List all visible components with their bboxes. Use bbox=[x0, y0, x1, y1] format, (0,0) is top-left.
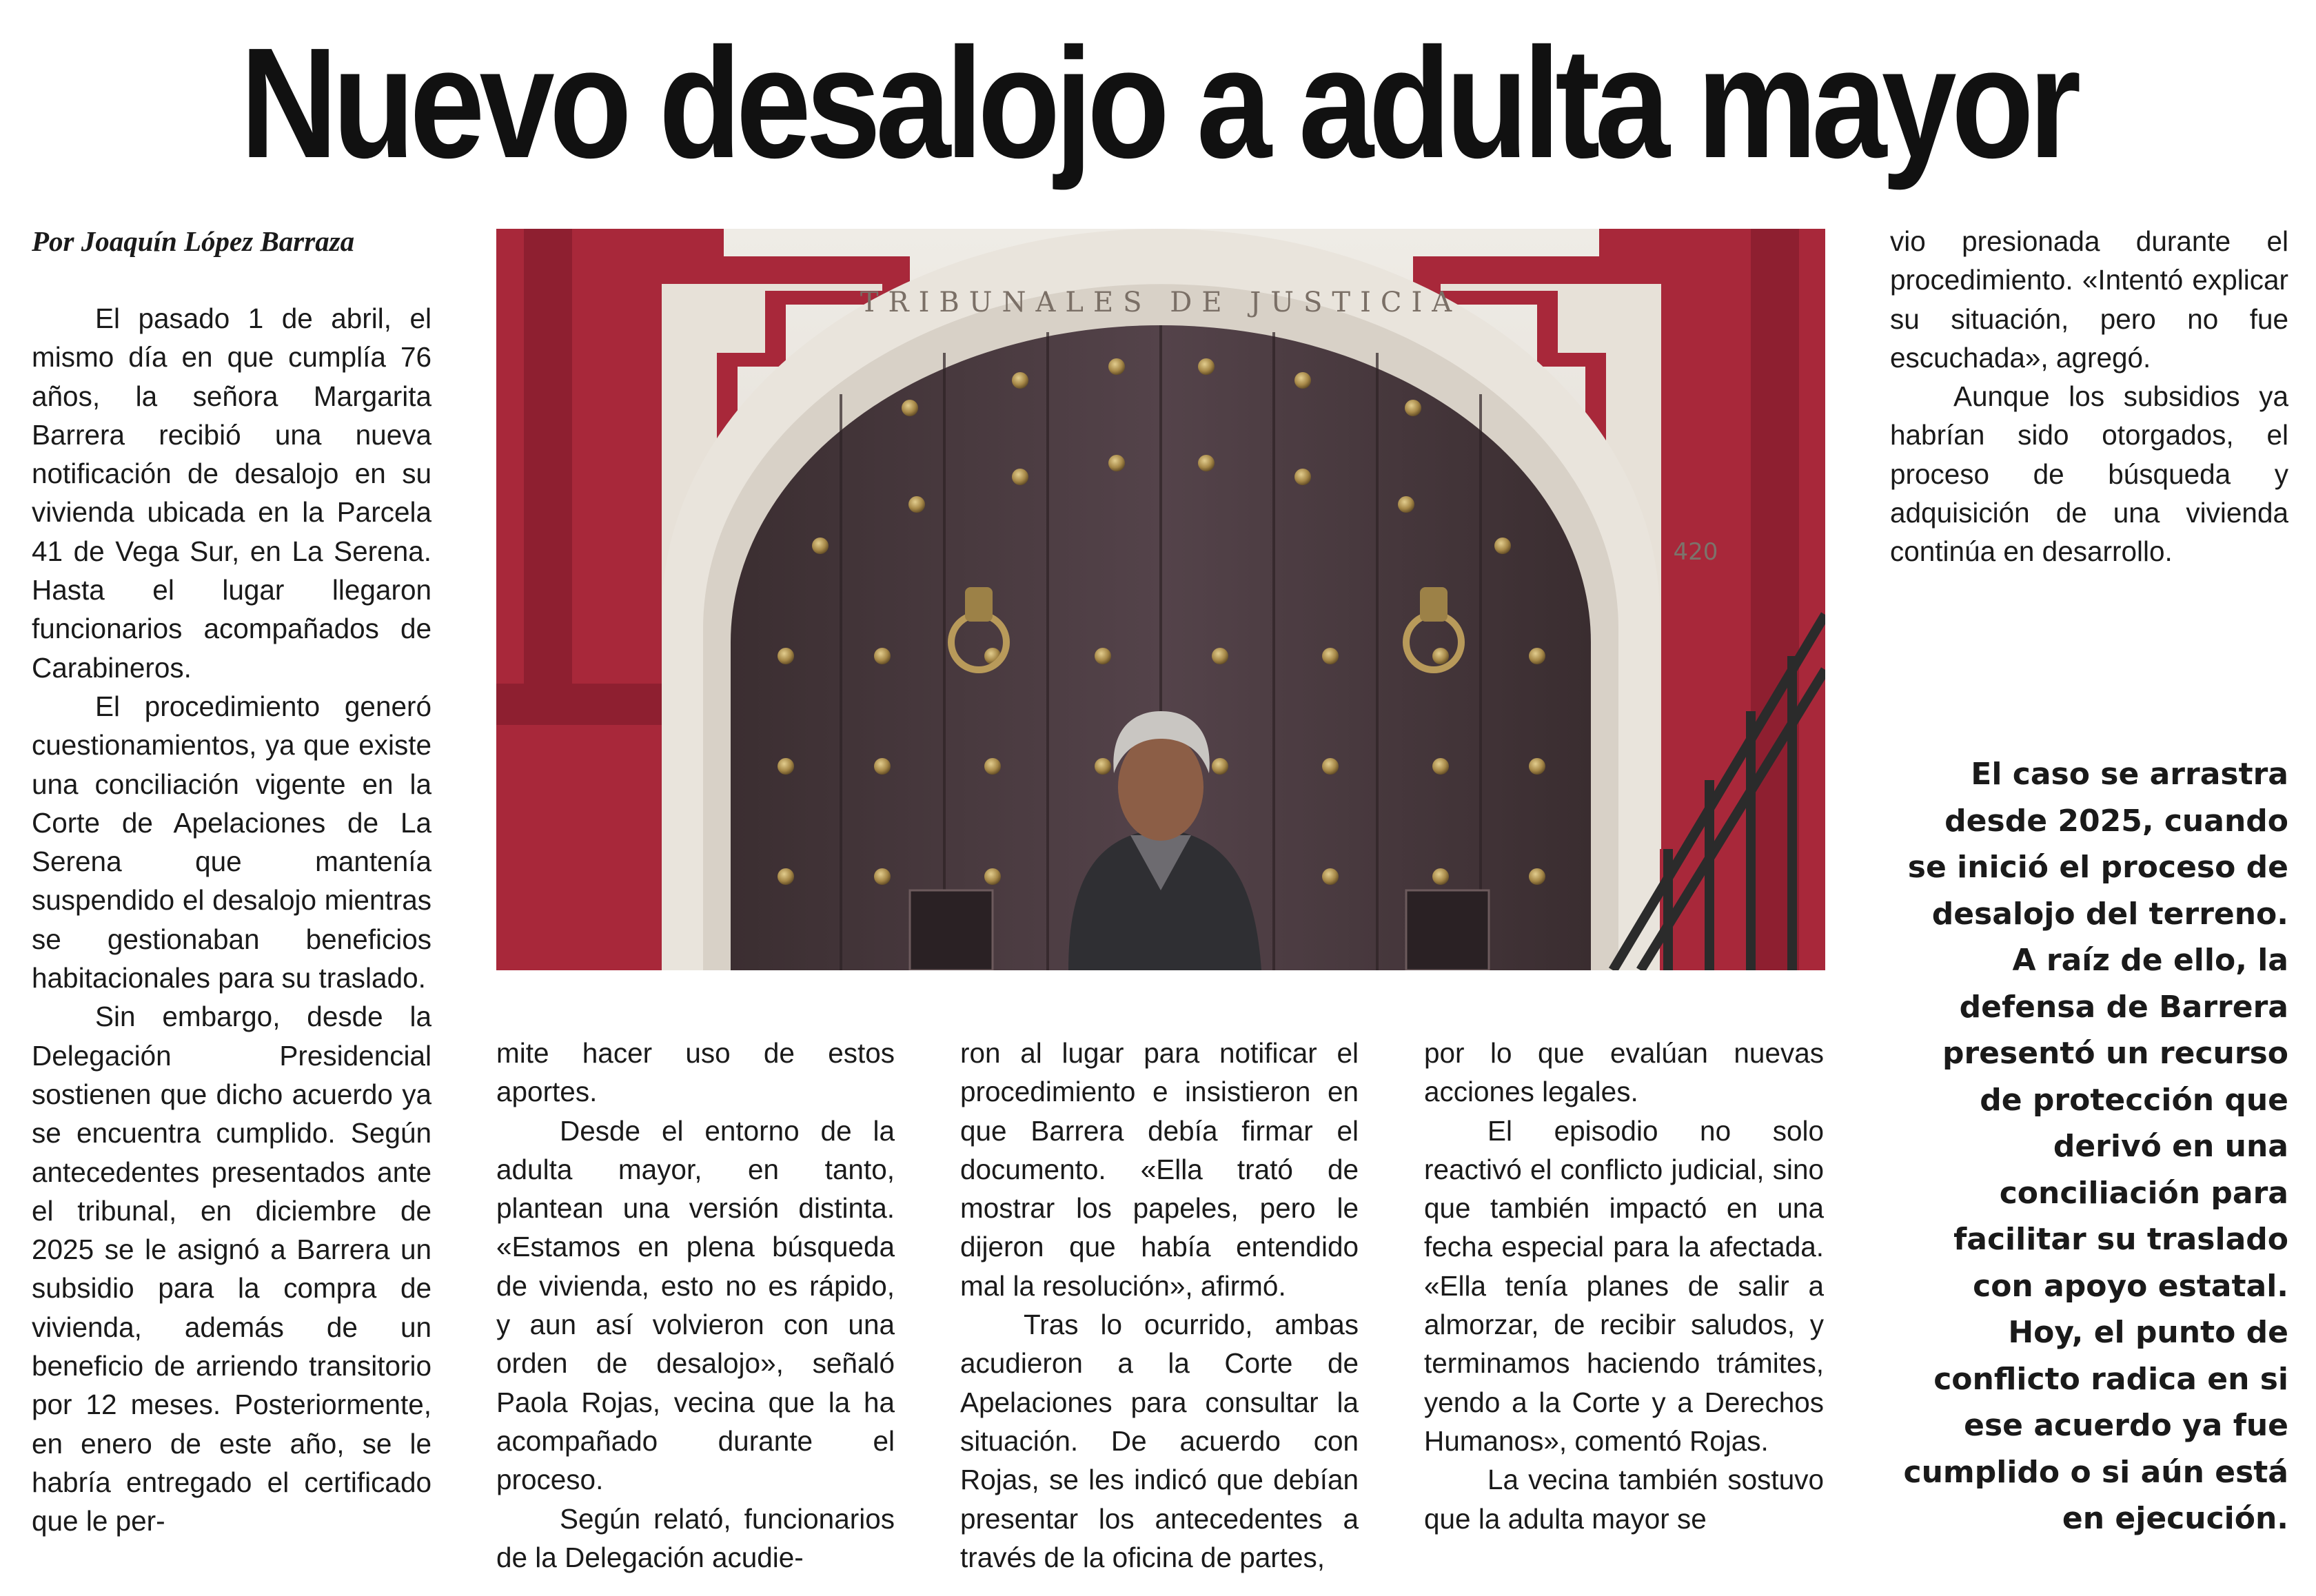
paragraph: Sin embargo, desde la Delegación Presidencial sostienen que dicho acuerdo ya se encuentra cumplido. Según antecedentes presentados ante el tribunal, en diciembre de 2025 se le asignó a Barrera un subsidio para la compra de vivienda, además de un beneficio de arriendo transitorio por 12 meses. Posteriormente, en enero de este año, se le habría entregado el certificado que le per- bbox=[32, 1001, 431, 1537]
article-column-3 bbox=[960, 1034, 1359, 1578]
article-photo bbox=[496, 229, 1825, 970]
paragraph: Según relató, funcionarios de la Delegación acudie- bbox=[496, 1502, 895, 1573]
street-number: 420 bbox=[1673, 538, 1718, 566]
article-column-5 bbox=[1890, 222, 2288, 580]
paragraph: El procedimiento generó cuestionamientos, ya que existe una conciliación vigente en la Corte de Apelaciones de La Serena que mantenía suspendido el desalojo mientras se gestionaban beneficios habitacionales para su traslado. bbox=[32, 690, 431, 994]
paragraph: Desde el entorno de la adulta mayor, en tanto, plantean una versión distinta. «Estamos en plena búsqueda de vivienda, esto no es rápido, y aun así volvieron con una orden de desalojo», señaló Paola Rojas, vecina que la ha acompañado durante el proceso. bbox=[496, 1114, 895, 1496]
paragraph: ron al lugar para notificar el procedimiento e insistieron en que Barrera debía firmar el documento. «Ella trató de mostrar los papeles, pero le dijeron que había entendido mal la resolución», afirmó. bbox=[960, 1037, 1359, 1302]
pull-quote: El caso se arrastra desde 2025, cuando se inició el proceso de desalojo del terreno. A raíz de ello, la defensa de Barrera presentó un recurso de protección que derivó en una conciliación para facilitar su traslado con apoyo estatal. Hoy, el punto de conflicto radica en si ese acuerdo ya fue cumplido o si aún está en ejecución. bbox=[1903, 757, 2288, 1536]
paragraph: La vecina también sostuvo que la adulta mayor se bbox=[1424, 1464, 1824, 1535]
headline: Nuevo desalojo a adulta mayor bbox=[240, 16, 2076, 191]
arch-inscription: TRIBUNALES DE JUSTICIA bbox=[860, 287, 1462, 318]
paragraph: Aunque los subsidios ya habrían sido otorgados, el proceso de búsqueda y adquisición de una vivienda continúa en desarrollo. bbox=[1890, 380, 2288, 568]
paragraph: mite hacer uso de estos aportes. bbox=[496, 1037, 895, 1108]
byline: Por Joaquín López Barraza bbox=[32, 225, 355, 257]
paragraph: El episodio no solo reactivó el conflicto judicial, sino que también impactó en una fecha especial para la afectada. «Ella tenía planes de salir a almorzar, de recibir saludos, y terminamos haciendo trámites, yendo a la Corte y a Derechos Humanos», comentó Rojas. bbox=[1424, 1114, 1824, 1457]
paragraph: El pasado 1 de abril, el mismo día en que cumplía 76 años, la señora Margarita Barrera recibió una nueva notificación de desalojo en su vivienda ubicada en la Parcela 41 de Vega Sur, en La Serena. Hasta el lugar llegaron funcionarios acompañados de Carabineros. bbox=[32, 303, 431, 684]
article-column-4 bbox=[1424, 1034, 1824, 1578]
article-column-1 bbox=[32, 299, 431, 1574]
paragraph: por lo que evalúan nuevas acciones legales. bbox=[1424, 1037, 1824, 1108]
paragraph: vio presionada durante el procedimiento. «Intentó explicar su situación, pero no fue escuchada», agregó. bbox=[1890, 225, 2288, 374]
paragraph: Tras lo ocurrido, ambas acudieron a la Corte de Apelaciones para consultar la situación. De acuerdo con Rojas, se les indicó que debían presentar los antecedentes a través de la oficina de partes, bbox=[960, 1309, 1359, 1573]
article-column-2 bbox=[496, 1034, 895, 1578]
